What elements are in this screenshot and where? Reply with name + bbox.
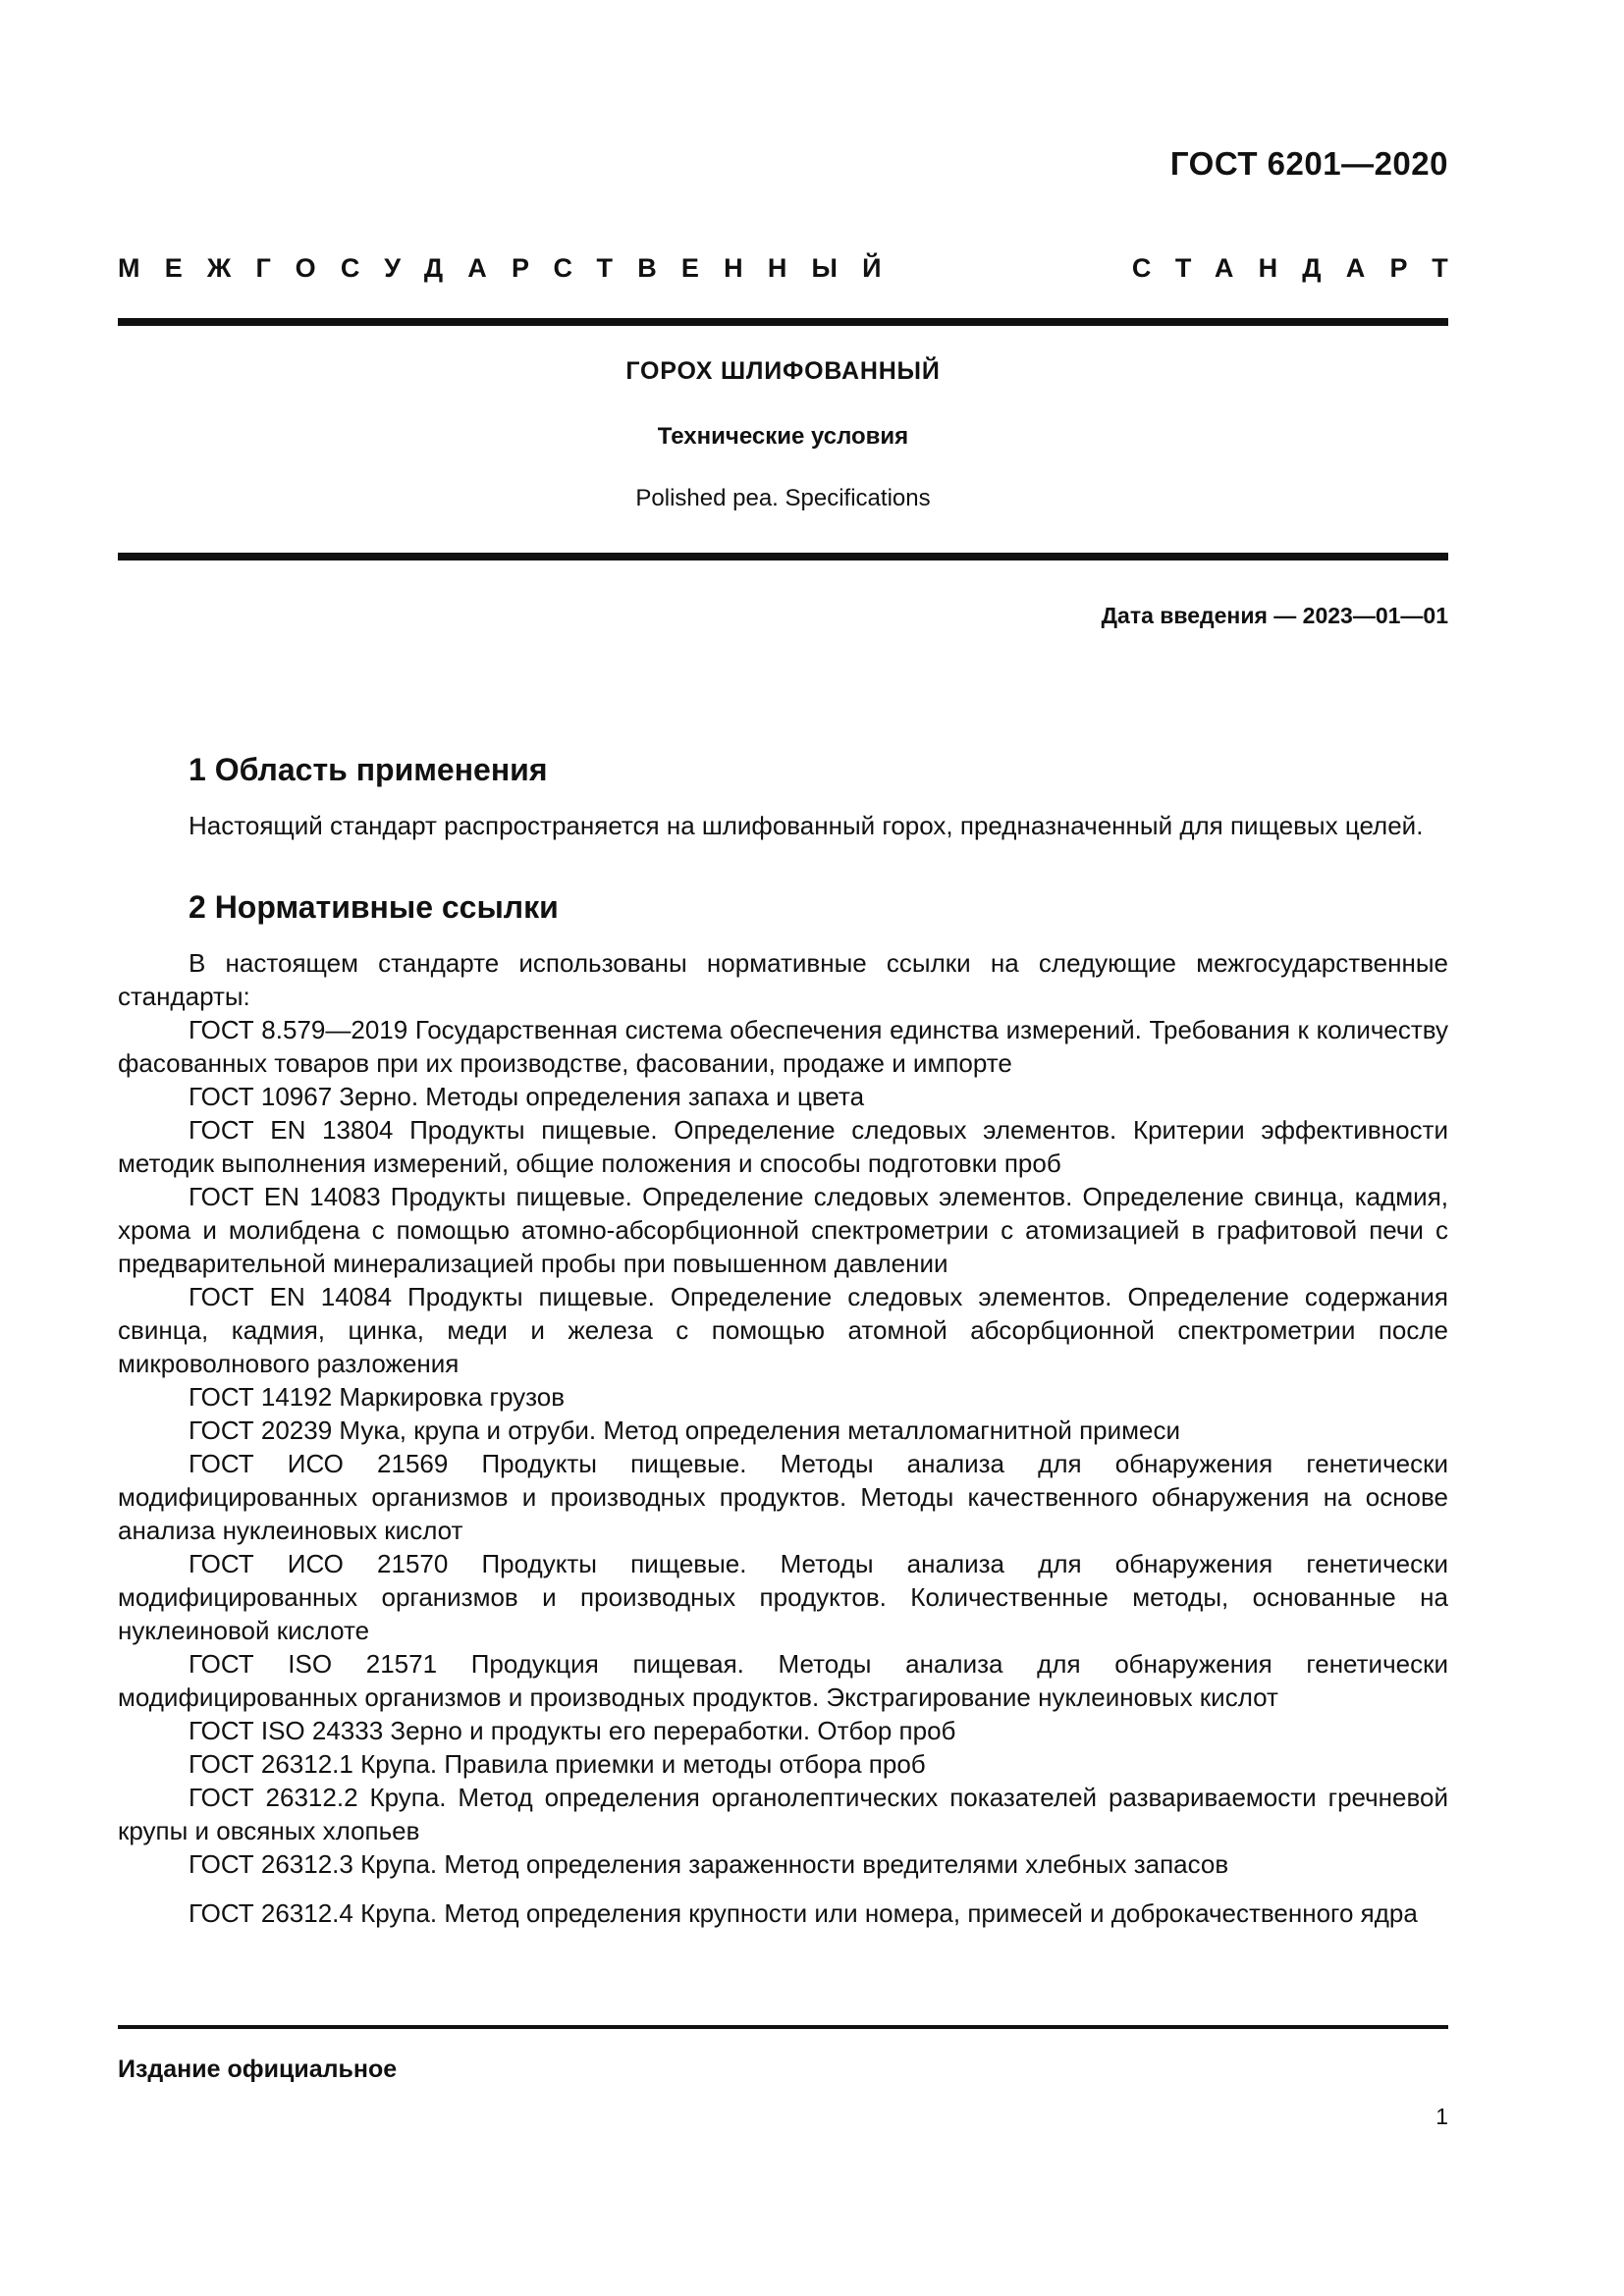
reference-item: ГОСТ ИСО 21570 Продукты пищевые. Методы анализа для обнаружения генетически модифицированных организмов и производных продуктов. Количественные методы, основанные на нуклеиновой кислоте [118, 1549, 1448, 1645]
document-body [118, 746, 1448, 1938]
footer-divider [118, 2025, 1448, 2029]
reference-item: ГОСТ 10967 Зерно. Методы определения запаха и цвета [189, 1082, 865, 1111]
document-subtitle: Технические условия [657, 423, 909, 450]
section-scope [118, 746, 1448, 842]
section-heading-references: 2 Нормативные ссылки [189, 889, 559, 925]
reference-item: ГОСТ ИСО 21569 Продукты пищевые. Методы анализа для обнаружения генетически модифицированных организмов и производных продуктов. Методы качественного обнаружения на основе анализа нуклеиновых кислот [118, 1449, 1448, 1545]
introduction-date: Дата введения — 2023—01—01 [1101, 603, 1448, 628]
reference-item: ГОСТ 26312.2 Крупа. Метод определения органолептических показателей развариваемости гречневой крупы и овсяных хлопьев [118, 1783, 1448, 1845]
standard-type-word-2: СТАНДАРТ [1131, 253, 1473, 283]
reference-item: ГОСТ 8.579—2019 Государственная система обеспечения единства измерений. Требования к количеству фасованных товаров при их производстве, фасовании, продаже и импорте [118, 1015, 1448, 1078]
section-heading-scope: 1 Область применения [189, 752, 548, 787]
reference-item: ГОСТ ISO 21571 Продукция пищевая. Методы анализа для обнаружения генетически модифицированных организмов и производных продуктов. Экстрагирование нуклеиновых кислот [118, 1649, 1448, 1712]
document-number: ГОСТ 6201—2020 [1169, 145, 1448, 182]
title-divider [118, 553, 1448, 561]
reference-item: ГОСТ 26312.1 Крупа. Правила приемки и методы отбора проб [189, 1749, 926, 1779]
reference-item: ГОСТ ISO 24333 Зерно и продукты его переработки. Отбор проб [189, 1716, 956, 1745]
scope-paragraph: Настоящий стандарт распространяется на шлифованный горох, предназначенный для пищевых целей. [189, 811, 1424, 840]
standard-type-word-1: МЕЖГОСУДАРСТВЕННЫЙ [118, 253, 906, 283]
official-edition-label: Издание официальное [118, 2056, 398, 2083]
reference-item: ГОСТ EN 13804 Продукты пищевые. Определение следовых элементов. Критерии эффективности методик выполнения измерений, общие положения и способы подготовки проб [118, 1115, 1448, 1178]
top-divider [118, 318, 1448, 326]
section-normative-references [118, 883, 1448, 1938]
page-number: 1 [1435, 2104, 1448, 2129]
reference-item: ГОСТ 26312.4 Крупа. Метод определения крупности или номера, примесей и доброкачественного ядра [189, 1898, 1418, 1928]
references-list [118, 1013, 1448, 1938]
reference-item: ГОСТ 14192 Маркировка грузов [189, 1382, 566, 1412]
reference-item: ГОСТ EN 14083 Продукты пищевые. Определение следовых элементов. Определение свинца, кадмия, хрома и молибдена с помощью атомно-абсорбционной спектрометрии с атомизацией в графитовой печи с предварительной минерализацией пробы при повышенном давлении [118, 1182, 1448, 1278]
document-title: ГОРОХ ШЛИФОВАННЫЙ [625, 357, 941, 385]
reference-item: ГОСТ EN 14084 Продукты пищевые. Определение следовых элементов. Определение содержания свинца, кадмия, цинка, меди и железа с помощью атомной абсорбционной спектрометрии после микроволнового разложения [118, 1282, 1448, 1378]
references-intro: В настоящем стандарте использованы нормативные ссылки на следующие межгосударственные стандарты: [118, 948, 1448, 1011]
document-title-english: Polished pea. Specifications [635, 485, 931, 511]
reference-item: ГОСТ 20239 Мука, крупа и отруби. Метод определения металломагнитной примеси [189, 1415, 1181, 1445]
reference-item: ГОСТ 26312.3 Крупа. Метод определения зараженности вредителями хлебных запасов [189, 1849, 1229, 1879]
